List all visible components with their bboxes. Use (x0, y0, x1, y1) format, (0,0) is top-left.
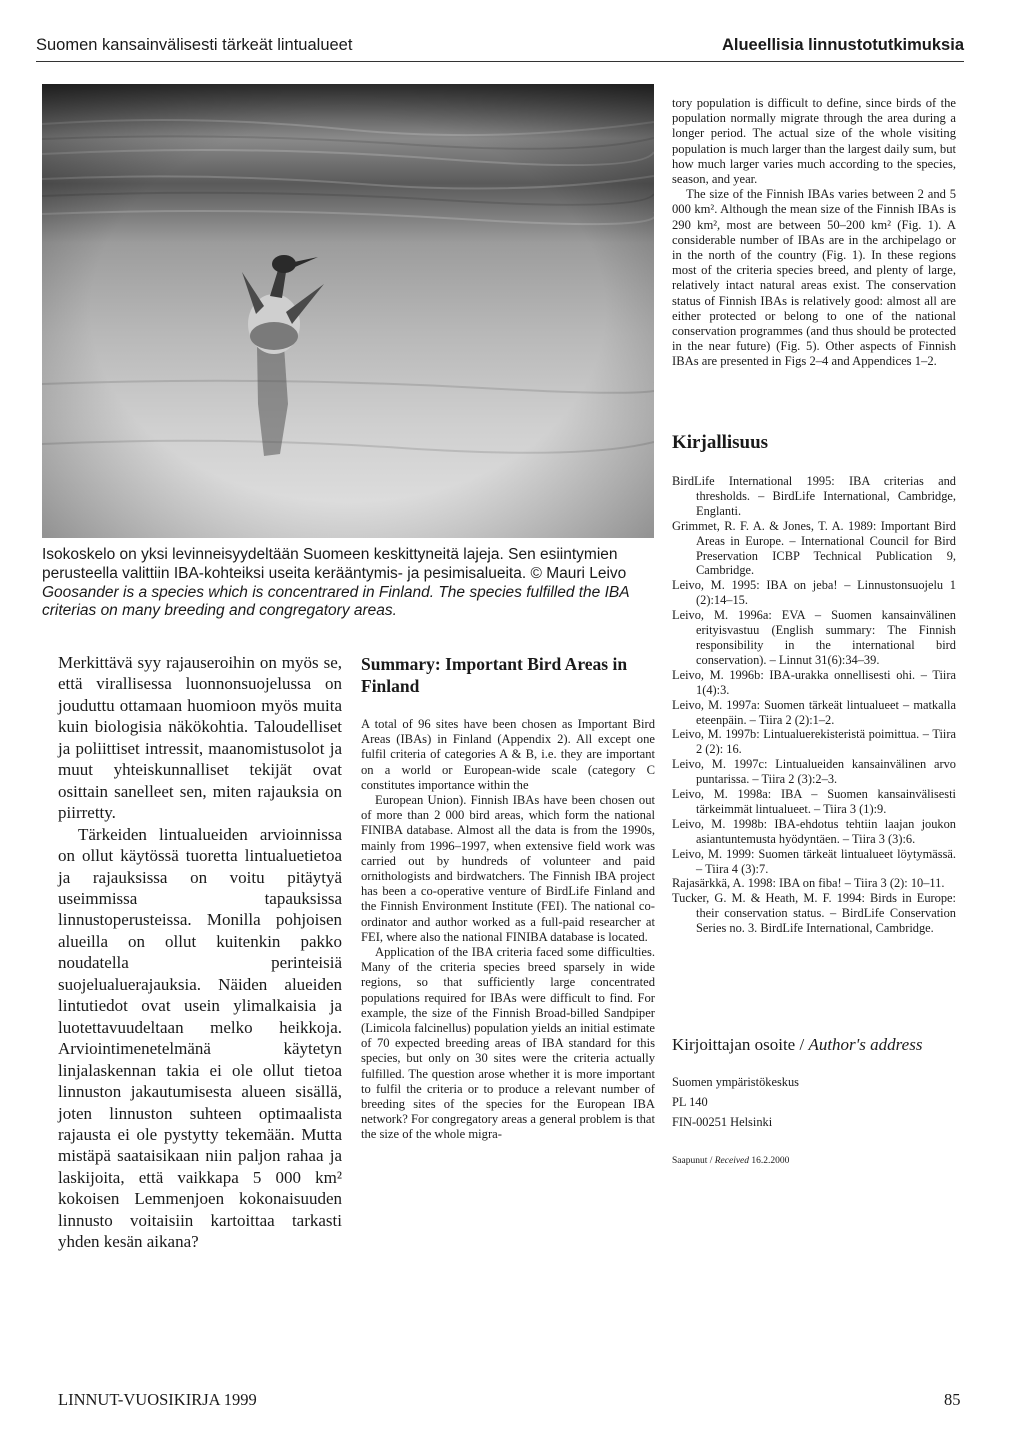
summary-paragraph: A total of 96 sites have been chosen as Important Bird Areas (IBAs) in Finland (Appendix 2). All except one fulfil criteria of categories A & B, i.e. they are important on a world or European-wide scale (category C constitutes importance within the (361, 717, 655, 792)
left-paragraph: Merkittävä syy rajauseroihin on myös se, että virallisessa luonnonsuojelussa on jouduttu ottamaan huomioon myös muita kuin biologisia näkökohtia. Taloudelliset ja poliittiset intressit, maanomistusolot ja muut yhteiskunnalliset tekijät ovat osittain sanelleet sen, miten rajauksia on piirretty. (58, 653, 342, 823)
summary-heading: Summary: Important Bird Areas in Finland (361, 654, 628, 696)
reference-item: Grimmet, R. F. A. & Jones, T. A. 1989: Important Bird Areas in Europe. – International Council for Bird Preservation ICBP Technical Publication 9, Cambridge. (672, 518, 956, 578)
running-header-left: Suomen kansainvälisesti tärkeät lintualueet (36, 36, 353, 54)
summary-paragraph: Application of the IBA criteria faced some difficulties. Many of the criteria species breed sparsely in wide regions, so that sufficiently large concentrated populations required for IBAs were difficult to find. For example, the size of the Finnish Broad-billed Sandpiper (Limicola falcinellus) population yields an initial estimate of 70 expected breeding areas of IBA standard for this species, but only on 30 sites were the criteria actually fulfilled. The question arose whether it is more important to fulfil the criteria or to produce a relevant number of breeding sites of the species for the European IBA network? For congregatory areas a general problem is that the size of the whole migra- (361, 945, 655, 1142)
references-heading: Kirjallisuus (672, 432, 769, 453)
reference-item: Leivo, M. 1995: IBA on jeba! – Linnustonsuojelu 1 (2):14–15. (672, 578, 956, 608)
address-heading (672, 1035, 922, 1055)
reference-item: Leivo, M. 1998b: IBA-ehdotus tehtiin laajan joukon asiantuntemusta hyödyntäen. – Tiira 3 (3):6. (672, 816, 956, 846)
right-paragraph: The size of the Finnish IBAs varies between 2 and 5 000 km². Although the mean size of the Finnish IBAs is 290 km², most are between 50–200 km² (Fig. 1). A considerable number of IBAs are in the archipelago or in the north of the country (Fig. 1). In these regions most of the criteria species breed, and plenty of large, relatively intact natural areas exist. The conservation status of Finnish IBAs is relatively good: almost all are either protected or belong to one of the national conservation programmes (and thus should be protected in the near future) (Fig. 5). Other aspects of Finnish IBAs are presented in Figs 2–4 and Appendices 1–2. (672, 187, 956, 369)
reference-item: Leivo, M. 1997a: Suomen tärkeät lintualueet – matkalla eteenpäin. – Tiira 2 (2):1–2. (672, 697, 956, 727)
right-paragraph: tory population is difficult to define, since birds of the population normally migrate through the area during a longer period. The actual size of the whole visiting population is much larger than the largest daily sum, but how much larger varies much according to the species, season, and year. (672, 96, 956, 187)
reference-item: Leivo, M. 1997c: Lintualueiden kansainvälinen arvo puntarissa. – Tiira 2 (3):2–3. (672, 757, 956, 787)
reference-item: Leivo, M. 1996a: EVA – Suomen kansainvälinen erityisvastuu (English summary: The Finnish responsibility in the international bird conservation). – Linnut 31(6):34–39. (672, 608, 956, 667)
journal-footer: LINNUT-VUOSIKIRJA 1999 (58, 1390, 257, 1409)
reference-item: Leivo, M. 1998a: IBA – Suomen kansainvälisesti tärkeimmät lintualueet. – Tiira 3 (1):9. (672, 787, 956, 816)
received-label-fi: Saapunut / (672, 1156, 715, 1166)
left-column (58, 652, 342, 1253)
address-heading-fi: Kirjoittajan osoite / (672, 1035, 809, 1054)
reference-item: Leivo, M. 1996b: IBA-urakka onnellisesti ohi. – Tiira 1(4):3. (672, 667, 956, 697)
summary-paragraph: European Union). Finnish IBAs have been chosen out of more than 2 000 bird areas, which form the national FINIBA database. Almost all the data is from the 1990s, mainly from 1996–1997, when extensive field work was carried out by hundreds of volunteer and paid ornithologists and birdwatchers. The Finnish IBA project has been a co-operative venture of BirdLife Finland and the Finnish Environment Institute (FEI). The national co-ordinator and author worked as a full-paid researcher at FEI, where also the national FINIBA database is located. (361, 793, 655, 944)
reference-list (672, 474, 956, 936)
received-date-value: 16.2.2000 (749, 1156, 790, 1166)
goosander-photo (42, 84, 654, 538)
right-column (672, 96, 956, 370)
running-header-right: Alueellisia linnustotutkimuksia (721, 36, 964, 54)
reference-item: Rajasärkkä, A. 1998: IBA on fiba! – Tiira 3 (2): 10–11. (672, 876, 945, 891)
address-heading-en: Author's address (808, 1035, 923, 1054)
caption-finnish: Isokoskelo on yksi levinneisyydeltään Suomeen keskittyneitä lajeja. Sen esiintymien perusteella valittiin IBA-kohteiksi useita kerääntymis- ja pesimisalueita. © Mauri Leivo (42, 546, 627, 582)
header-rule (36, 61, 964, 62)
reference-item: BirdLife International 1995: IBA criterias and thresholds. – BirdLife International, Cambridge, Englanti. (672, 474, 956, 518)
address-line: Suomen ympäristökeskus (672, 1075, 799, 1089)
photo-caption (42, 546, 654, 621)
address-line: PL 140 (672, 1095, 708, 1109)
page-number: 85 (944, 1390, 961, 1409)
reference-item: Leivo, M. 1997b: Lintualuerekisteristä poimittua. – Tiira 2 (2): 16. (672, 727, 956, 757)
author-address (672, 1072, 799, 1132)
received-label-en: Received (714, 1156, 750, 1166)
reference-item: Tucker, G. M. & Heath, M. F. 1994: Birds in Europe: their conservation status. – BirdLife Conservation Series no. 3. BirdLife International, Cambridge. (672, 891, 956, 936)
reference-item: Leivo, M. 1999: Suomen tärkeät lintualueet löytymässä. – Tiira 4 (3):7. (672, 846, 956, 876)
address-line: FIN-00251 Helsinki (672, 1115, 773, 1129)
received-date (672, 1156, 789, 1166)
caption-english: Goosander is a species which is concentrared in Finland. The species fulfilled the IBA criterias on many breeding and congregatory areas. (42, 583, 630, 620)
left-paragraph: Tärkeiden lintualueiden arvioinnissa on ollut käytössä tuoretta lintualuetietoa ja rajauksissa on voitu pitäytyä useimmissa tapauksissa linnustoperusteissa. Monilla pohjoisen alueilla on ollut kuitenkin pakko noudatella perinteisiä suojelualuerajauksia. Näiden alueiden lintutiedot ovat usein ylimalkaisia ja luotettavuudeltaan melko heikkoja. Arviointimenetelmänä käytetyn linjalaskennan takia ei ole ollut tietoa linnuston jakautumisesta alueen sisällä, joten linnuston suhteen optimaalista rajausta ei ole pystytty tekemään. Mutta mistäpä saataisikaan niin paljon rahaa ja laskijoita, että vaikkapa 5 000 km² kokoisen Lemmenjoen kokonaisuuden linnusto voitaisiin kartoittaa tarkasti yhden kesän aikana? (58, 824, 342, 1252)
summary-column (361, 653, 655, 1143)
